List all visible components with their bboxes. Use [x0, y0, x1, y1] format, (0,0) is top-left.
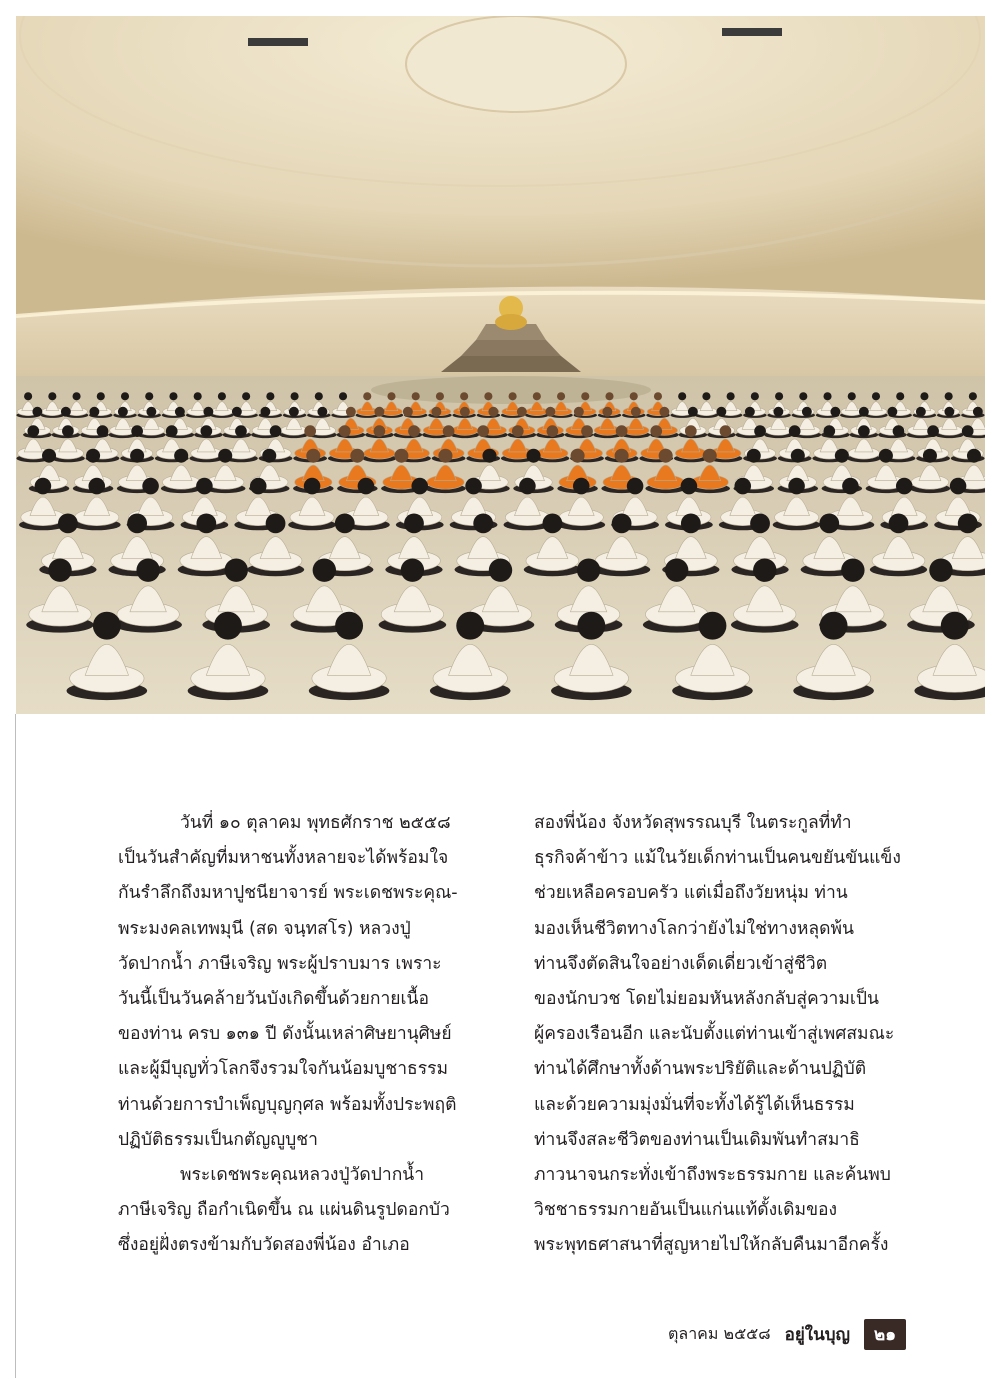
head [751, 392, 759, 400]
text-line: กันรำลึกถึงมหาปูชนียาจารย์ พระเดชพระคุณ- [118, 883, 458, 904]
head [166, 425, 178, 437]
margin-rule [15, 714, 16, 1378]
text-line: เป็นวันสำคัญที่มหาชนทั้งหลายจะได้พร้อมใจ [118, 848, 449, 869]
head [858, 425, 870, 437]
article-column-right [534, 806, 916, 1264]
head [306, 449, 320, 463]
head [270, 425, 282, 437]
head [650, 425, 662, 437]
head [313, 559, 336, 582]
article-column-left [118, 806, 500, 1264]
head [799, 392, 807, 400]
text-line: ภาวนาจนกระทั่งเข้าถึงพระธรรมกาย และค้นพบ [534, 1165, 891, 1186]
paragraph-3 [534, 806, 916, 1264]
head [118, 407, 128, 417]
head [659, 407, 669, 417]
head [401, 559, 424, 582]
head [97, 425, 109, 437]
head [489, 559, 512, 582]
head [443, 425, 455, 437]
head [577, 559, 600, 582]
head [879, 449, 893, 463]
head [941, 612, 969, 640]
head [958, 514, 978, 534]
ceiling-vent [248, 38, 308, 46]
head [573, 478, 590, 495]
head [315, 392, 323, 400]
head [203, 407, 213, 417]
head [374, 407, 384, 417]
head [358, 478, 375, 495]
text-line: ช่วยเหลือครอบครัว แต่เมื่อถึงวัยหนุ่ม ท่าน [534, 883, 848, 904]
head [920, 392, 928, 400]
text-line: พระพุทธศาสนาที่สูญหายไปให้กลับคืนมาอีกครั้ง [534, 1235, 889, 1256]
head [35, 478, 52, 495]
head [950, 478, 967, 495]
head [753, 559, 776, 582]
head [819, 514, 839, 534]
head [460, 407, 470, 417]
head [335, 612, 363, 640]
head [889, 514, 909, 534]
head [581, 425, 593, 437]
head [944, 407, 954, 417]
head [130, 449, 144, 463]
text-line: ท่านจึงสละชีวิตของท่านเป็นเดิมพันทำสมาธิ [534, 1129, 860, 1150]
head [896, 392, 904, 400]
text-line: วิชชาธรรมกายอันเป็นแก่นแท้ดั้งเดิมของ [534, 1200, 838, 1221]
text-line: ผู้ครองเรือนอีก และนับตั้งแต่ท่านเข้าสู่เพศสมณะ [534, 1024, 895, 1045]
head [512, 425, 524, 437]
head [872, 392, 880, 400]
head [962, 425, 974, 437]
head [543, 514, 563, 534]
head [788, 478, 805, 495]
photo-illustration [16, 16, 985, 714]
head [235, 425, 247, 437]
head [823, 392, 831, 400]
head [61, 407, 71, 417]
head [121, 392, 129, 400]
head [659, 449, 673, 463]
head [665, 559, 688, 582]
head [605, 392, 613, 400]
head [174, 449, 188, 463]
head [394, 449, 408, 463]
text-line: ท่านด้วยการบำเพ็ญบุญกุศล พร้อมทั้งประพฤติ [118, 1094, 457, 1115]
head [841, 559, 864, 582]
head [678, 392, 686, 400]
head [929, 559, 952, 582]
head [791, 449, 805, 463]
head [967, 449, 981, 463]
head [482, 449, 496, 463]
head [291, 392, 299, 400]
head [896, 478, 913, 495]
head [545, 407, 555, 417]
head [527, 449, 541, 463]
head [250, 478, 267, 495]
head [681, 478, 698, 495]
head [747, 449, 761, 463]
head [346, 407, 356, 417]
head [289, 407, 299, 417]
head [408, 425, 420, 437]
head [893, 425, 905, 437]
head [62, 425, 74, 437]
head [654, 392, 662, 400]
head [775, 392, 783, 400]
head [688, 407, 698, 417]
text-line: ซึ่งอยู่ฝั่งตรงข้ามกับวัดสองพี่น้อง อำเภอ [118, 1235, 410, 1256]
page-number: ๒๑ [864, 1319, 906, 1350]
text-line: สองพี่น้อง จังหวัดสุพรรณบุรี ในตระกูลที่ทำ [534, 813, 852, 833]
text-line: พระมงคลเทพมุนี (สด จนฺทสโร) หลวงปู่ [118, 918, 411, 939]
text-line: ท่านจึงตัดสินใจอย่างเด็ดเดี่ยวเข้าสู่ชีวิต [534, 953, 828, 974]
head [802, 407, 812, 417]
head [88, 478, 105, 495]
head [612, 514, 632, 534]
head [145, 392, 153, 400]
head [745, 407, 755, 417]
head [754, 425, 766, 437]
head [727, 392, 735, 400]
head [42, 449, 56, 463]
head [547, 425, 559, 437]
head [232, 407, 242, 417]
head [131, 425, 143, 437]
text-line: ปฏิบัติธรรมเป็นกตัญญูบูชา [118, 1129, 318, 1150]
head [404, 514, 424, 534]
head [304, 425, 316, 437]
text-line: พระเดชพระคุณหลวงปู่วัดปากน้ำ [180, 1165, 425, 1186]
head [27, 425, 39, 437]
head [363, 392, 371, 400]
issue-date: ตุลาคม ๒๕๕๘ [668, 1323, 771, 1343]
text-line: วันนี้เป็นวันคล้ายวันบังเกิดขึ้นด้วยกายเนื้อ [118, 989, 429, 1010]
head [720, 425, 732, 437]
head [460, 392, 468, 400]
head [681, 514, 701, 534]
head [387, 392, 395, 400]
ceiling-vent [722, 28, 782, 36]
head [266, 392, 274, 400]
head [571, 449, 585, 463]
head [820, 612, 848, 640]
head [86, 449, 100, 463]
head [602, 407, 612, 417]
head [887, 407, 897, 417]
head [574, 407, 584, 417]
text-line: ภาษีเจริญ ถือกำเนิดขึ้น ณ แผ่นดินรูปดอกบัว [118, 1200, 450, 1221]
head [24, 392, 32, 400]
head [136, 559, 159, 582]
head [175, 407, 185, 417]
head [627, 478, 644, 495]
head [412, 392, 420, 400]
head [923, 449, 937, 463]
head [456, 612, 484, 640]
head [48, 559, 71, 582]
head [200, 425, 212, 437]
paragraph-1 [118, 806, 500, 1158]
head [127, 514, 147, 534]
head [477, 425, 489, 437]
head [403, 407, 413, 417]
head [93, 612, 121, 640]
text-line: และผู้มีบุญทั่วโลกจึงรวมใจกันน้อมบูชาธรรม [118, 1059, 449, 1080]
head [916, 407, 926, 417]
text-line: วัดปากน้ำ ภาษีเจริญ พระผู้ปราบมาร เพราะ [118, 953, 442, 974]
head [473, 514, 493, 534]
text-line: วันที่ ๑๐ ตุลาคม พุทธศักราช ๒๕๕๘ [180, 813, 451, 833]
head [339, 392, 347, 400]
head [58, 514, 78, 534]
head [577, 612, 605, 640]
text-line: ธุรกิจค้าข้าว แม้ในวัยเด็กท่านเป็นคนขยันขันแข็ง [534, 848, 901, 869]
head [750, 514, 770, 534]
head [317, 407, 327, 417]
head [260, 407, 270, 417]
head [411, 478, 428, 495]
head [73, 392, 81, 400]
head [218, 392, 226, 400]
head [48, 392, 56, 400]
head [615, 449, 629, 463]
head [630, 392, 638, 400]
text-line: ของนักบวช โดยไม่ยอมหันหลังกลับสู่ความเป็น [534, 989, 879, 1010]
head [734, 478, 751, 495]
head [581, 392, 589, 400]
head [484, 392, 492, 400]
head [194, 392, 202, 400]
head [225, 559, 248, 582]
page-footer [668, 1318, 906, 1350]
head [830, 407, 840, 417]
text-line: ของท่าน ครบ ๑๓๑ ปี ดังนั้นเหล่าศิษยานุศิษย์ [118, 1024, 452, 1045]
head [146, 407, 156, 417]
head [533, 392, 541, 400]
head [339, 425, 351, 437]
head [842, 478, 859, 495]
text-line: และด้วยความมุ่งมั่นที่จะทั้งได้รู้ได้เห็นธรรม [534, 1094, 855, 1115]
head [214, 612, 242, 640]
head [848, 392, 856, 400]
head [969, 392, 977, 400]
head [509, 392, 517, 400]
head [631, 407, 641, 417]
head [431, 407, 441, 417]
head [97, 392, 105, 400]
head [716, 407, 726, 417]
head [374, 425, 386, 437]
head [945, 392, 953, 400]
ceiling-dome [406, 16, 626, 112]
paragraph-2 [118, 1158, 500, 1264]
head [169, 392, 177, 400]
head [685, 425, 697, 437]
head [196, 514, 216, 534]
head [703, 449, 717, 463]
head [973, 407, 983, 417]
head [438, 449, 452, 463]
head [823, 425, 835, 437]
head [436, 392, 444, 400]
head [32, 407, 42, 417]
head [488, 407, 498, 417]
head [89, 407, 99, 417]
head [699, 612, 727, 640]
head [142, 478, 159, 495]
head [465, 478, 482, 495]
head [266, 514, 286, 534]
head [773, 407, 783, 417]
magazine-name: อยู่ในบุญ [784, 1324, 850, 1345]
head [517, 407, 527, 417]
meditation-hall-photo [16, 16, 985, 714]
head [196, 478, 213, 495]
head [616, 425, 628, 437]
text-line: ท่านได้ศึกษาทั้งด้านพระปริยัติและด้านปฏิบัติ [534, 1059, 867, 1080]
head [519, 478, 536, 495]
head [242, 392, 250, 400]
head [927, 425, 939, 437]
head [789, 425, 801, 437]
head [335, 514, 355, 534]
head [702, 392, 710, 400]
head [859, 407, 869, 417]
head [218, 449, 232, 463]
head [304, 478, 321, 495]
head [557, 392, 565, 400]
head [835, 449, 849, 463]
head [262, 449, 276, 463]
text-line: มองเห็นชีวิตทางโลกว่ายังไม่ใช่ทางหลุดพ้น [534, 918, 855, 939]
head [350, 449, 364, 463]
